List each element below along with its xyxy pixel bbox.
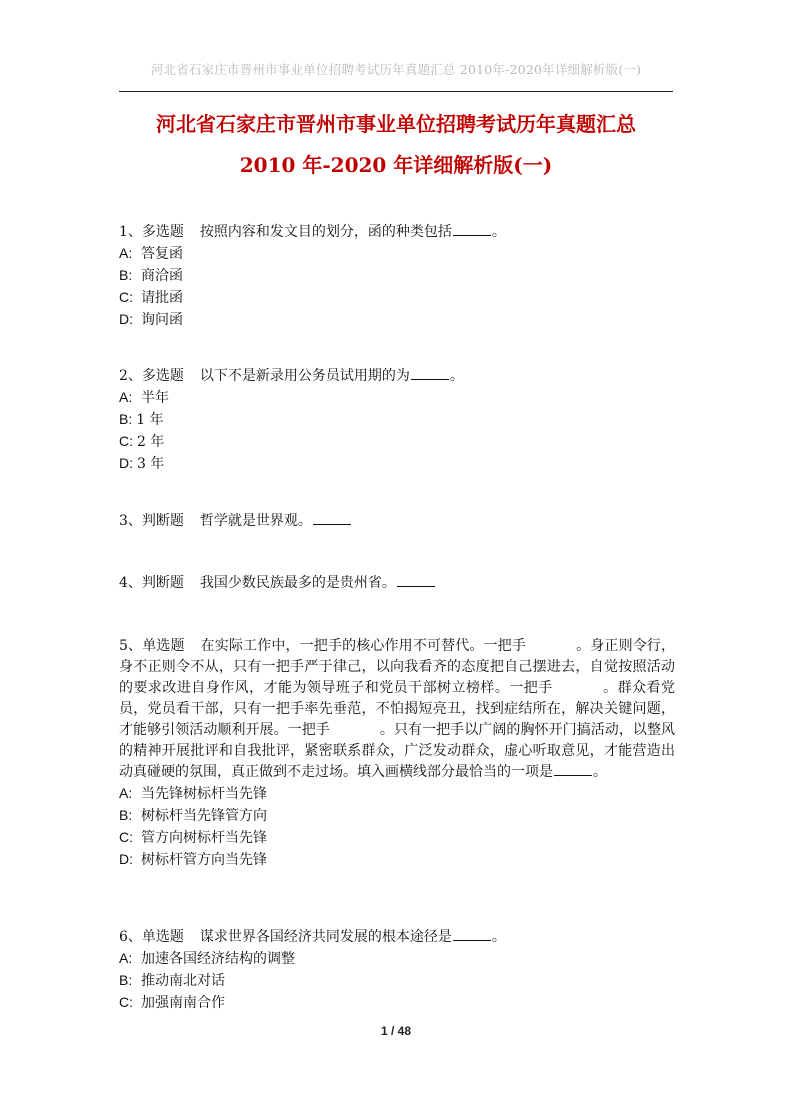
question-text-part-4: 。只有一把手以广阔的胸怀开门搞活动，以整风的精神开展批评和自我批评，紧密联系群众，广泛发动群众，虚心听取意见，才能营造出动真碰硬的氛围，真正做到不走过场。填入画横线部分最恰当的一项是 [119, 722, 676, 780]
page-number: 1 / 48 [380, 1024, 412, 1038]
option-text: 询问函 [141, 312, 183, 328]
option-text: 当先锋树标杆当先锋 [141, 786, 267, 802]
option-text: 半年 [141, 390, 169, 406]
option-a [119, 948, 675, 970]
running-header: 河北省石家庄市晋州市事业单位招聘考试历年真题汇总 2010年-2020年详细解析版(一) [150, 62, 642, 77]
question-stem [119, 222, 675, 243]
option-letter: B: [119, 267, 133, 283]
answer-blank [453, 222, 491, 236]
question-stem [119, 573, 675, 594]
document-title-line-1: 河北省石家庄市晋州市事业单位招聘考试历年真题汇总 [156, 112, 636, 136]
option-c [119, 827, 675, 849]
option-text: 加速各国经济结构的调整 [141, 951, 295, 967]
option-letter: C: [119, 829, 133, 845]
question-type: 单选题 [141, 929, 184, 945]
answer-blank [313, 511, 351, 525]
question-number: 3、 [119, 513, 142, 529]
option-text: 树标杆管方向当先锋 [141, 852, 267, 868]
option-letter: B: [119, 972, 133, 988]
option-a [119, 783, 675, 805]
question-type: 多选题 [141, 224, 184, 240]
option-letter: B: [119, 411, 133, 427]
option-d [119, 849, 675, 871]
answer-blank [453, 927, 491, 941]
option-text: 管方向树标杆当先锋 [141, 830, 267, 846]
option-letter: A: [119, 785, 133, 801]
question-3 [119, 511, 675, 532]
option-letter: A: [119, 389, 133, 405]
question-type: 多选题 [141, 368, 184, 384]
question-4 [119, 573, 675, 594]
question-text-end: 。 [593, 764, 607, 780]
option-a [119, 387, 675, 409]
question-text-part-2: 。身正则令行，身不正则令不从，只有一把手严于律己，以向我看齐的态度把自己摆进去，自觉按照活动的要求改进自身作风，才能为领导班子和党员干部树立榜样。一把手 [119, 638, 675, 696]
option-letter: C: [119, 289, 133, 305]
question-6 [119, 927, 675, 1014]
question-1 [119, 222, 675, 331]
answer-blank [411, 366, 449, 380]
option-b [119, 805, 675, 827]
option-letter: B: [119, 807, 133, 823]
option-letter: D: [119, 311, 133, 327]
question-stem [119, 927, 675, 948]
option-text: 请批函 [141, 290, 183, 306]
option-text: 商洽函 [141, 268, 183, 284]
option-letter: A: [119, 245, 133, 261]
question-text-end: 。 [491, 224, 506, 240]
option-letter: C: [119, 433, 133, 449]
option-letter: D: [119, 455, 133, 471]
option-a [119, 243, 675, 265]
question-text-part-1: 在实际工作中，一把手的核心作用不可替代。一把手 [200, 638, 526, 654]
question-text-part-3: 。群众看党员，党员看干部，只有一把手率先垂范，不怕揭短亮丑，找到症结所在，解决关键问题，才能够引领活动顺利开展。一把手 [119, 680, 676, 738]
answer-blank [397, 573, 435, 587]
header-divider [119, 91, 673, 92]
option-text: 树标杆当先锋管方向 [141, 808, 267, 824]
question-text: 谋求世界各国经济共同发展的根本途径是 [199, 929, 452, 945]
question-text: 哲学就是世界观。 [199, 513, 312, 529]
question-5 [119, 636, 675, 871]
question-text-end: 。 [491, 929, 506, 945]
option-c [119, 431, 675, 453]
option-letter: A: [119, 950, 133, 966]
option-text: 2 年 [137, 434, 165, 450]
option-d [119, 453, 675, 475]
question-type: 判断题 [141, 575, 184, 591]
question-type: 单选题 [142, 638, 185, 654]
question-type: 判断题 [141, 513, 184, 529]
question-number: 6、 [119, 929, 142, 945]
answer-blank [554, 762, 592, 776]
option-letter: C: [119, 994, 133, 1010]
question-text: 以下不是新录用公务员试用期的为 [199, 368, 410, 384]
option-text: 3 年 [137, 456, 165, 472]
option-letter: D: [119, 851, 133, 867]
question-text-end: 。 [449, 368, 464, 384]
option-text: 答复函 [141, 246, 183, 262]
option-text: 1 年 [136, 412, 164, 428]
option-b [119, 265, 675, 287]
question-number: 1、 [119, 224, 142, 240]
option-c [119, 992, 675, 1014]
option-text: 加强南南合作 [141, 995, 225, 1011]
question-number: 5、 [119, 638, 143, 654]
question-stem [119, 366, 675, 387]
question-stem [119, 511, 675, 532]
question-text: 按照内容和发文目的划分，函的种类包括 [199, 224, 452, 240]
question-number: 2、 [119, 368, 142, 384]
question-2 [119, 366, 675, 475]
option-text: 推动南北对话 [141, 973, 225, 989]
question-text: 我国少数民族最多的是贵州省。 [199, 575, 396, 591]
option-b [119, 409, 675, 431]
option-d [119, 309, 675, 331]
question-stem [119, 636, 675, 783]
document-title-line-2: 2010 年-2020 年详细解析版(一) [239, 153, 553, 177]
option-c [119, 287, 675, 309]
question-number: 4、 [119, 575, 142, 591]
option-b [119, 970, 675, 992]
